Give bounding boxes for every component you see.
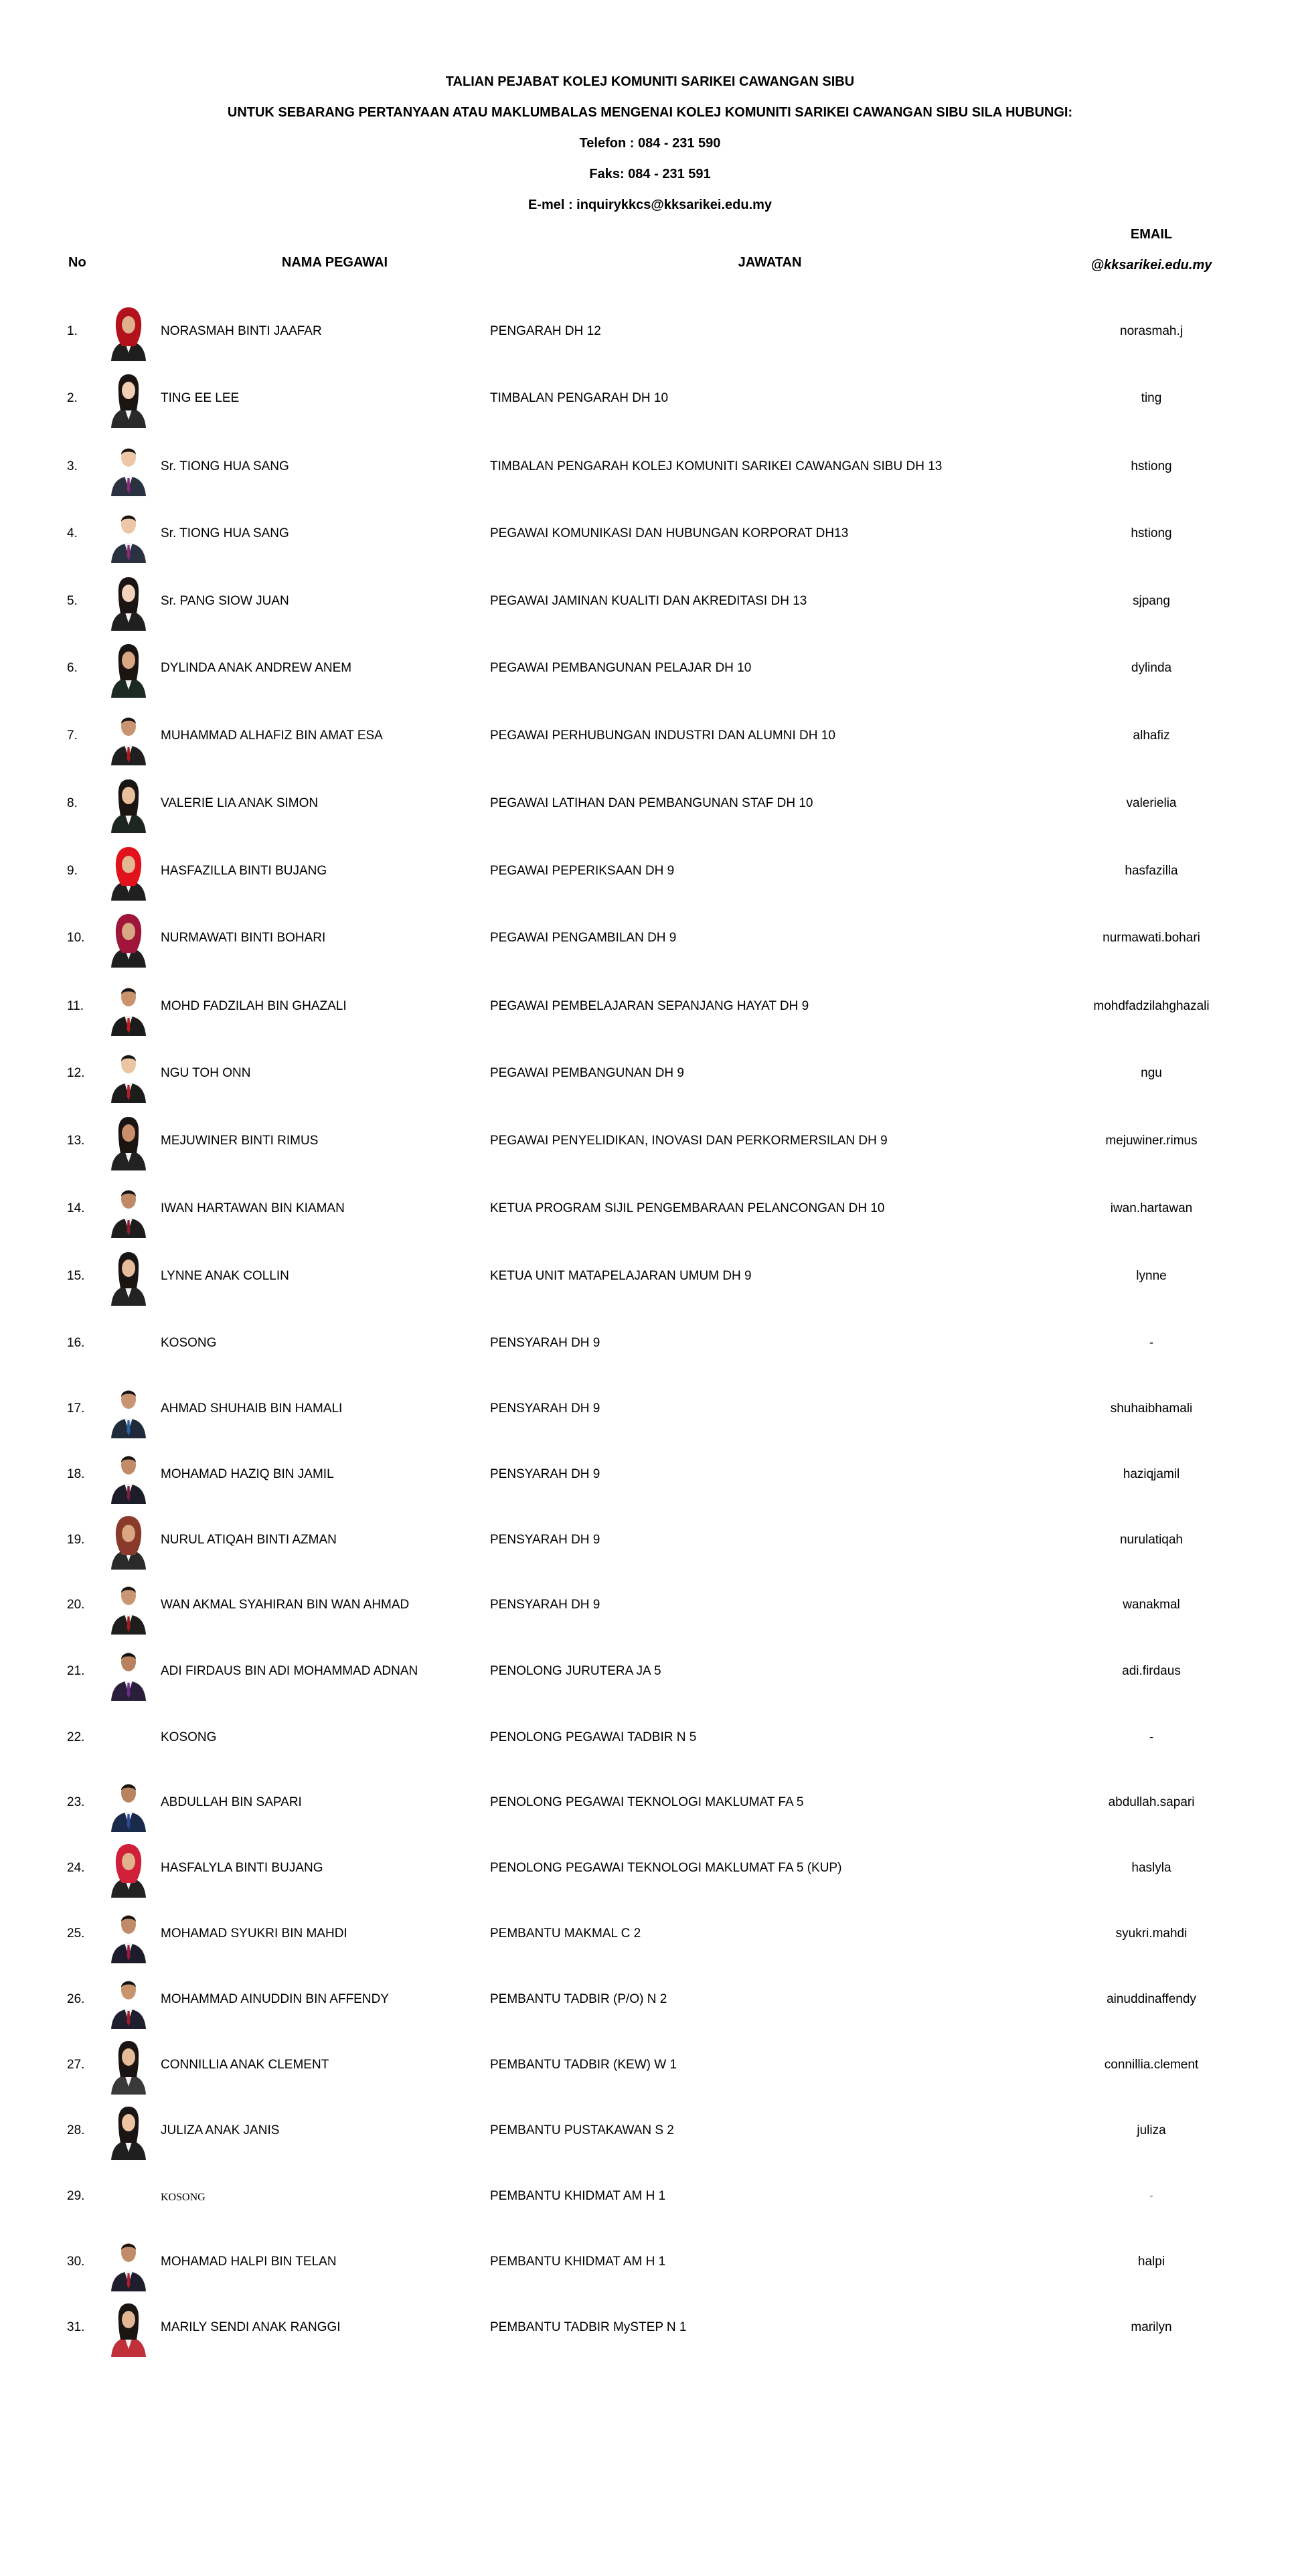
staff-post: PEMBANTU MAKMAL C 2 [490, 1926, 641, 1941]
row-number: 9. [67, 864, 78, 878]
staff-name: MARILY SENDI ANAK RANGGI [161, 2320, 341, 2334]
page-title: TALIAN PEJABAT KOLEJ KOMUNITI SARIKEI CAWANGAN SIBU [445, 74, 855, 89]
staff-email: mohdfadzilahghazali [1093, 999, 1210, 1013]
staff-email: marilyn [1131, 2320, 1172, 2334]
staff-name: AHMAD SHUHAIB BIN HAMALI [161, 1401, 343, 1416]
row-number: 12. [67, 1066, 85, 1080]
staff-post: PENGARAH DH 12 [490, 324, 601, 338]
row-number: 30. [67, 2255, 85, 2269]
table-row [0, 500, 1300, 567]
staff-email: wanakmal [1123, 1598, 1180, 1612]
row-number: 22. [67, 1730, 85, 1744]
staff-email: haziqjamil [1123, 1467, 1180, 1481]
staff-post: PENOLONG PEGAWAI TEKNOLOGI MAKLUMAT FA 5 (KUP) [490, 1861, 842, 1875]
staff-post: PENOLONG PEGAWAI TADBIR N 5 [490, 1730, 697, 1744]
staff-name: DYLINDA ANAK ANDREW ANEM [161, 661, 352, 675]
staff-post: PENSYARAH DH 9 [490, 1336, 600, 1350]
staff-name: NORASMAH BINTI JAAFAR [161, 324, 322, 338]
row-number: 7. [67, 729, 78, 743]
staff-photo [108, 1445, 149, 1504]
staff-photo [108, 2298, 149, 2357]
table-row [0, 973, 1300, 1040]
table-row [0, 1441, 1300, 1508]
row-number: 13. [67, 1134, 85, 1148]
staff-name: KOSONG [161, 2192, 206, 2203]
staff-email: haslyla [1131, 1861, 1171, 1875]
column-header-email-domain: @kksarikei.edu.my [1090, 258, 1212, 273]
row-number: 11. [67, 999, 84, 1013]
staff-photo [108, 1773, 149, 1832]
table-row [0, 1507, 1300, 1574]
staff-name: JULIZA ANAK JANIS [161, 2123, 280, 2137]
row-number: 3. [67, 459, 78, 473]
staff-name: KOSONG [161, 1730, 217, 1744]
staff-name: MOHAMAD HAZIQ BIN JAMIL [161, 1467, 334, 1481]
row-number: 16. [67, 1336, 85, 1350]
staff-email: lynne [1136, 1269, 1167, 1283]
staff-post: PEGAWAI PEPERIKSAAN DH 9 [490, 864, 675, 878]
staff-photo [108, 2101, 149, 2160]
staff-email: - [1149, 1730, 1154, 1744]
staff-name: LYNNE ANAK COLLIN [161, 1269, 289, 1283]
staff-email: dylinda [1131, 661, 1172, 675]
staff-post: PENSYARAH DH 9 [490, 1598, 600, 1612]
staff-post: PEGAWAI PEMBELAJARAN SEPANJANG HAYAT DH 9 [490, 999, 809, 1013]
page-subtitle: UNTUK SEBARANG PERTANYAAN ATAU MAKLUMBALAS MENGENAI KOLEJ KOMUNITI SARIKEI CAWANGAN SIBU SILA HUBUNGI: [227, 105, 1073, 120]
table-row [0, 1572, 1300, 1639]
staff-name: NURUL ATIQAH BINTI AZMAN [161, 1533, 337, 1547]
staff-email: ting [1141, 391, 1162, 405]
staff-name: Sr. TIONG HUA SANG [161, 526, 289, 540]
staff-post: KETUA UNIT MATAPELAJARAN UMUM DH 9 [490, 1269, 752, 1283]
staff-photo [108, 2232, 149, 2291]
staff-photo [108, 1970, 149, 2029]
row-number: 31. [67, 2320, 85, 2334]
table-row [0, 1243, 1300, 1310]
staff-email: hasfazilla [1125, 864, 1178, 878]
staff-post: PEMBANTU KHIDMAT AM H 1 [490, 2189, 666, 2203]
row-number: 15. [67, 1269, 85, 1283]
table-row [0, 1040, 1300, 1107]
table-row [0, 838, 1300, 905]
row-number: 26. [67, 1992, 85, 2006]
staff-email: - [1149, 1336, 1154, 1350]
staff-email: hstiong [1131, 459, 1172, 473]
row-number: 21. [67, 1664, 85, 1678]
staff-photo [108, 1839, 149, 1898]
table-row [0, 1966, 1300, 2033]
staff-name: TING EE LEE [161, 391, 240, 405]
table-row [0, 2294, 1300, 2361]
staff-photo [108, 977, 149, 1036]
staff-post: PEGAWAI JAMINAN KUALITI DAN AKREDITASI DH 13 [490, 594, 807, 608]
staff-post: PENSYARAH DH 9 [490, 1401, 600, 1416]
staff-email: nurmawati.bohari [1103, 931, 1200, 945]
table-row [0, 1638, 1300, 1705]
column-header-jawatan: JAWATAN [738, 255, 802, 270]
row-number: 4. [67, 526, 78, 540]
staff-name: IWAN HARTAWAN BIN KIAMAN [161, 1201, 345, 1215]
staff-photo [108, 1044, 149, 1103]
column-header-no: No [68, 255, 86, 270]
staff-name: NURMAWATI BINTI BOHARI [161, 931, 326, 945]
staff-photo [108, 842, 149, 901]
table-row [0, 2032, 1300, 2099]
staff-name: KOSONG [161, 1336, 217, 1350]
staff-name: HASFALYLA BINTI BUJANG [161, 1861, 323, 1875]
table-row [0, 905, 1300, 972]
staff-post: PEGAWAI PENYELIDIKAN, INOVASI DAN PERKORMERSILAN DH 9 [490, 1134, 888, 1148]
staff-post: PENSYARAH DH 9 [490, 1467, 600, 1481]
staff-email: norasmah.j [1120, 324, 1183, 338]
row-number: 28. [67, 2123, 85, 2137]
row-number: 23. [67, 1795, 85, 1809]
staff-email: juliza [1137, 2123, 1166, 2137]
row-number: 8. [67, 796, 78, 810]
table-row [0, 1310, 1300, 1377]
staff-photo [108, 1112, 149, 1170]
staff-name: MOHD FADZILAH BIN GHAZALI [161, 999, 347, 1013]
staff-photo [108, 302, 149, 361]
table-row [0, 1175, 1300, 1242]
row-number: 5. [67, 594, 78, 608]
staff-name: MOHAMMAD AINUDDIN BIN AFFENDY [161, 1992, 389, 2006]
staff-name: Sr. PANG SIOW JUAN [161, 594, 289, 608]
staff-post: PEGAWAI PEMBANGUNAN PELAJAR DH 10 [490, 661, 752, 675]
staff-photo [108, 437, 149, 496]
staff-email: ainuddinaffendy [1107, 1992, 1196, 2006]
staff-email: adi.firdaus [1122, 1664, 1181, 1678]
staff-photo [108, 1179, 149, 1238]
staff-name: CONNILLIA ANAK CLEMENT [161, 2058, 329, 2072]
staff-post: PEGAWAI PENGAMBILAN DH 9 [490, 931, 677, 945]
staff-photo [108, 639, 149, 698]
staff-photo [108, 774, 149, 833]
row-number: 6. [67, 661, 78, 675]
row-number: 14. [67, 1201, 85, 1215]
staff-post: PEGAWAI PEMBANGUNAN DH 9 [490, 1066, 684, 1080]
staff-post: PEGAWAI LATIHAN DAN PEMBANGUNAN STAF DH 10 [490, 796, 813, 810]
staff-photo [108, 706, 149, 765]
staff-name: MOHAMAD SYUKRI BIN MAHDI [161, 1926, 347, 1941]
staff-post: PENSYARAH DH 9 [490, 1533, 600, 1547]
row-number: 2. [67, 391, 78, 405]
staff-email: iwan.hartawan [1110, 1201, 1193, 1215]
staff-name: ADI FIRDAUS BIN ADI MOHAMMAD ADNAN [161, 1664, 418, 1678]
row-number: 1. [67, 324, 78, 338]
row-number: 17. [67, 1401, 85, 1416]
staff-photo [108, 909, 149, 968]
staff-name: Sr. TIONG HUA SANG [161, 459, 289, 473]
staff-photo [108, 1511, 149, 1570]
row-number: 27. [67, 2058, 85, 2072]
staff-email: sjpang [1133, 594, 1170, 608]
staff-email: mejuwiner.rimus [1105, 1134, 1198, 1148]
staff-email: abdullah.sapari [1108, 1795, 1195, 1809]
staff-email: alhafiz [1133, 729, 1170, 743]
staff-post: PEMBANTU TADBIR (KEW) W 1 [490, 2058, 677, 2072]
staff-photo [108, 504, 149, 563]
table-row [0, 1704, 1300, 1771]
table-row [0, 2163, 1300, 2230]
staff-post: PENOLONG PEGAWAI TEKNOLOGI MAKLUMAT FA 5 [490, 1795, 804, 1809]
staff-email: connillia.clement [1104, 2058, 1199, 2072]
table-row [0, 1769, 1300, 1836]
staff-photo [108, 369, 149, 428]
staff-email: syukri.mahdi [1115, 1926, 1188, 1941]
table-row [0, 635, 1300, 702]
staff-photo [108, 1247, 149, 1306]
row-number: 10. [67, 931, 85, 945]
table-row [0, 568, 1300, 635]
staff-name: MEJUWINER BINTI RIMUS [161, 1134, 319, 1148]
table-row [0, 2228, 1300, 2295]
row-number: 24. [67, 1861, 85, 1875]
staff-post: PEGAWAI PERHUBUNGAN INDUSTRI DAN ALUMNI DH 10 [490, 729, 835, 743]
column-header-email: EMAIL [1130, 227, 1173, 242]
staff-name: MUHAMMAD ALHAFIZ BIN AMAT ESA [161, 729, 383, 743]
staff-post: PEMBANTU TADBIR (P/O) N 2 [490, 1992, 667, 2006]
staff-post: PEMBANTU TADBIR MySTEP N 1 [490, 2320, 687, 2334]
table-row [0, 702, 1300, 769]
staff-name: WAN AKMAL SYAHIRAN BIN WAN AHMAD [161, 1598, 410, 1612]
contact-faks: Faks: 084 - 231 591 [589, 167, 711, 181]
table-row [0, 1835, 1300, 1902]
staff-email: ngu [1141, 1066, 1162, 1080]
staff-email: valerielia [1126, 796, 1177, 810]
table-row [0, 365, 1300, 432]
contact-email: E-mel : inquirykkcs@kksarikei.edu.my [527, 198, 773, 212]
staff-post: PEMBANTU PUSTAKAWAN S 2 [490, 2123, 674, 2137]
staff-name: VALERIE LIA ANAK SIMON [161, 796, 319, 810]
row-number: 25. [67, 1926, 85, 1941]
row-number: 20. [67, 1598, 85, 1612]
staff-photo [108, 1642, 149, 1701]
row-number: 19. [67, 1533, 85, 1547]
table-row [0, 298, 1300, 365]
staff-photo [108, 1904, 149, 1963]
table-row [0, 770, 1300, 837]
table-row [0, 1108, 1300, 1175]
staff-email: shuhaibhamali [1110, 1401, 1193, 1416]
staff-post: PENOLONG JURUTERA JA 5 [490, 1664, 661, 1678]
row-number: 29. [67, 2189, 85, 2203]
staff-name: MOHAMAD HALPI BIN TELAN [161, 2255, 337, 2269]
table-row [0, 2097, 1300, 2164]
staff-name: ABDULLAH BIN SAPARI [161, 1795, 302, 1809]
staff-name: HASFAZILLA BINTI BUJANG [161, 864, 327, 878]
staff-email: nurulatiqah [1119, 1533, 1184, 1547]
table-row [0, 433, 1300, 500]
staff-post: TIMBALAN PENGARAH DH 10 [490, 391, 669, 405]
staff-post: PEMBANTU KHIDMAT AM H 1 [490, 2255, 666, 2269]
staff-post: TIMBALAN PENGARAH KOLEJ KOMUNITI SARIKEI CAWANGAN SIBU DH 13 [490, 459, 943, 473]
staff-email: hstiong [1131, 526, 1172, 540]
contact-telefon: Telefon : 084 - 231 590 [579, 136, 721, 151]
table-row [0, 1375, 1300, 1442]
column-header-nama: NAMA PEGAWAI [281, 255, 388, 270]
staff-post: KETUA PROGRAM SIJIL PENGEMBARAAN PELANCONGAN DH 10 [490, 1201, 885, 1215]
staff-email: - [1149, 2190, 1153, 2202]
staff-post: PEGAWAI KOMUNIKASI DAN HUBUNGAN KORPORAT DH13 [490, 526, 849, 540]
staff-name: NGU TOH ONN [161, 1066, 251, 1080]
staff-photo [108, 1379, 149, 1438]
staff-email: halpi [1137, 2255, 1165, 2269]
row-number: 18. [67, 1467, 85, 1481]
staff-photo [108, 1576, 149, 1635]
staff-photo [108, 2036, 149, 2095]
staff-photo [108, 572, 149, 631]
table-row [0, 1900, 1300, 1967]
